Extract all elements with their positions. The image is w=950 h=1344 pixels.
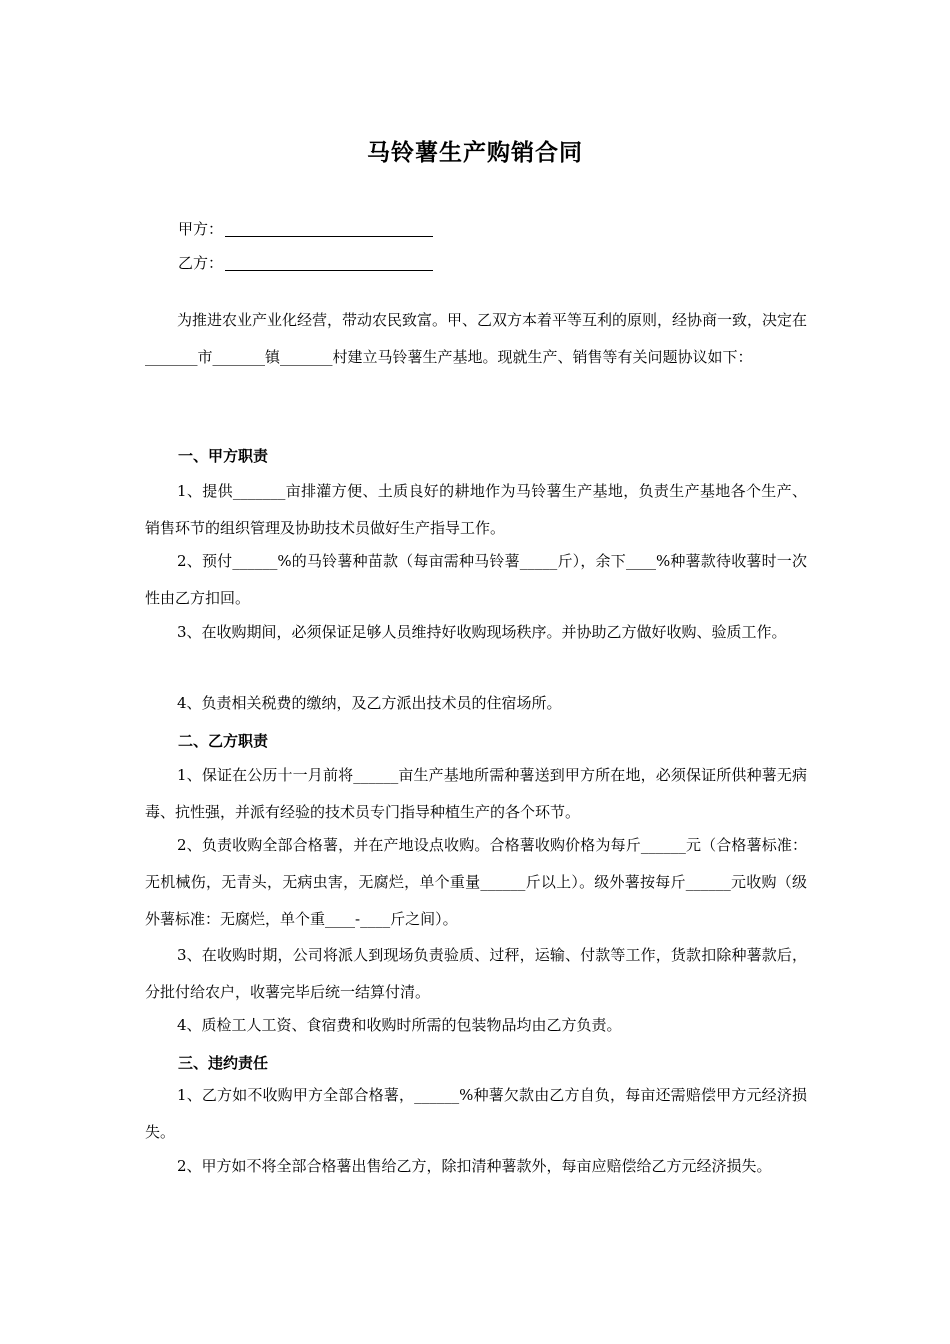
party-b-item-2 [145,827,807,938]
section-heading-liability: 三、违约责任 [178,1054,269,1072]
item-text: 2、预付______%的马铃薯种苗款（每亩需种马铃薯_____斤），余下____%种薯款待收薯时一次性由乙方扣回。 [145,552,807,607]
party-a-label: 甲方： [178,220,224,238]
party-a-item-1 [145,473,807,547]
section-heading-party-a: 一、甲方职责 [178,447,269,465]
party-a-item-4 [145,685,807,722]
item-text: 1、乙方如不收购甲方全部合格薯，______%种薯欠款由乙方自负，每亩还需赔偿甲方元经济损失。 [145,1086,807,1141]
item-text: 3、在收购期间，必须保证足够人员维持好收购现场秩序。并协助乙方做好收购、验质工作。 [177,623,787,641]
party-b-line [178,251,433,275]
party-a-item-2 [145,543,807,617]
section-heading-party-b: 二、乙方职责 [178,732,269,750]
item-text: 1、提供_______亩排灌方便、土质良好的耕地作为马铃薯生产基地，负责生产基地各个生产、销售环节的组织管理及协助技术员做好生产指导工作。 [145,482,807,537]
party-a-blank [225,220,433,237]
page-title: 马铃薯生产购销合同 [367,139,583,166]
item-text: 4、负责相关税费的缴纳，及乙方派出技术员的住宿场所。 [177,694,562,712]
item-text: 4、质检工人工资、食宿费和收购时所需的包装物品均由乙方负责。 [177,1016,622,1034]
party-a-line [178,217,433,241]
party-b-item-3 [145,937,807,1011]
party-b-label: 乙方： [178,254,224,272]
item-text: 3、在收购时期，公司将派人到现场负责验质、过秤，运输、付款等工作，货款扣除种薯款后，分批付给农户，收薯完毕后统一结算付清。 [145,946,807,1001]
party-b-blank [225,254,433,271]
item-text: 2、甲方如不将全部合格薯出售给乙方，除扣清种薯款外，每亩应赔偿给乙方元经济损失。 [177,1157,772,1175]
item-text: 1、保证在公历十一月前将______亩生产基地所需种薯送到甲方所在地，必须保证所供种薯无病毒、抗性强，并派有经验的技术员专门指导种植生产的各个环节。 [145,766,807,821]
intro-paragraph [145,302,807,376]
party-b-item-1 [145,757,807,831]
party-b-item-4 [145,1007,807,1044]
liability-item-2 [145,1148,807,1185]
item-text: 2、负责收购全部合格薯，并在产地设点收购。合格薯收购价格为每斤______元（合格薯标准：无机械伤，无青头，无病虫害，无腐烂，单个重量______斤以上）。级外薯按每斤______元收购（级外薯标准：无腐烂，单个重____-____斤之间）。 [145,836,807,928]
intro-text: 为推进农业产业化经营，带动农民致富。甲、乙双方本着平等互利的原则，经协商一致，决定在_______市_______镇_______村建立马铃薯生产基地。现就生产、销售等有关问题协议如下： [145,311,808,366]
liability-item-1 [145,1077,807,1151]
party-a-item-3 [145,614,807,651]
